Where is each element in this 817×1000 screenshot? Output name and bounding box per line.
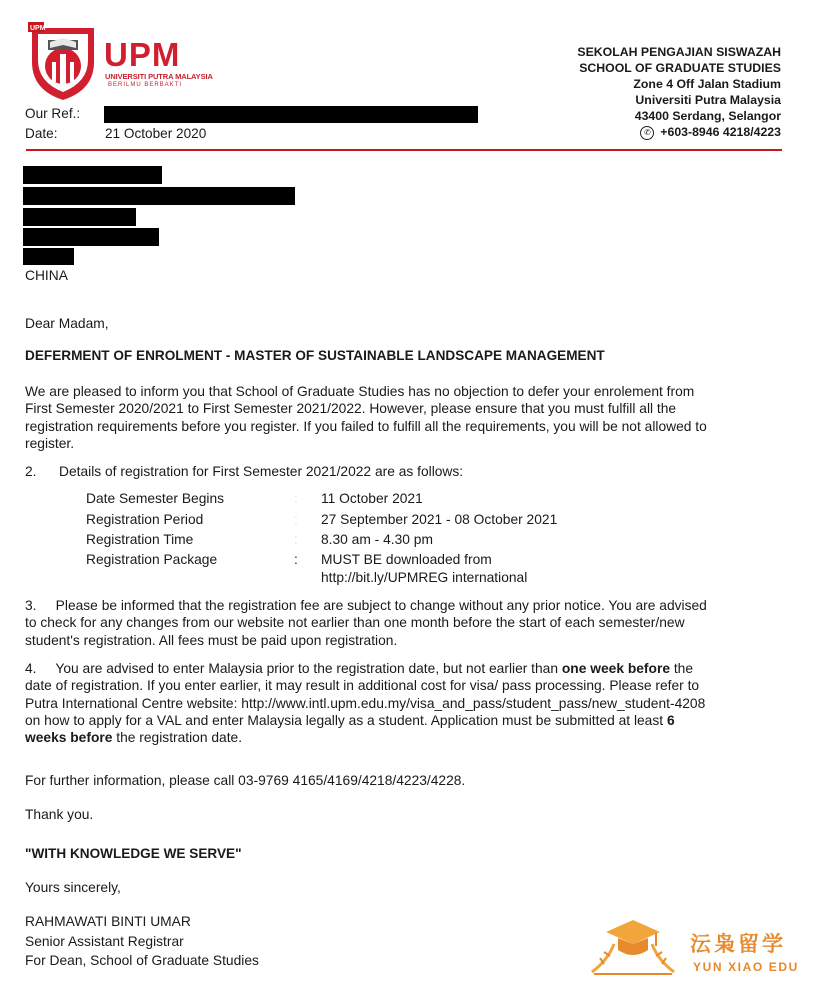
further-info: For further information, please call 03-9769 4165/4169/4218/4223/4228. [25, 773, 466, 788]
redacted-recipient-line [23, 187, 295, 205]
header-divider [26, 149, 782, 151]
detail-label: Date Semester Begins [86, 491, 225, 506]
detail-value: 11 October 2021 [321, 491, 423, 506]
detail-label: Registration Period [86, 512, 204, 527]
upm-crest-icon [24, 18, 102, 102]
upm-university-name: UNIVERSITI PUTRA MALAYSIA [105, 72, 213, 81]
paragraph-1: We are pleased to inform you that School of Graduate Studies has no objection to defer your enrolement from First Semester 2020/2021 to First Semester 2021/2022. However, please ensure that you must fulfill all the registration requirements before you register. If you failed to fulfill all the requirements, you will be not allowed to register. [25, 384, 707, 451]
address-line: SEKOLAH PENGAJIAN SISWAZAH [577, 45, 781, 59]
ref-label: Our Ref.: [25, 106, 81, 121]
address-line: SCHOOL OF GRADUATE STUDIES [579, 61, 781, 75]
date-value: 21 October 2020 [105, 126, 207, 141]
redacted-recipient-line [23, 208, 136, 226]
address-line: Zone 4 Off Jalan Stadium [633, 77, 781, 91]
paragraph-2-number: 2. [25, 464, 37, 479]
watermark-english: YUN XIAO EDU [693, 960, 799, 974]
thanks: Thank you. [25, 807, 94, 822]
detail-label: Registration Time [86, 532, 194, 547]
redacted-ref [104, 106, 478, 123]
slogan: "WITH KNOWLEDGE WE SERVE" [25, 846, 242, 861]
address-line: Universiti Putra Malaysia [635, 93, 781, 107]
redacted-recipient-line [23, 228, 159, 246]
paragraph-4: 4. You are advised to enter Malaysia prior to the registration date, but not earlier than one week before the date of registration. If you enter earlier, it may result in additional cost for visa/ pass processing. Please refer to Putra International Centre website: http://www.intl.upm.edu.my/visa_and_pass/student_pass/new_student-4208 on how to apply for a VAL and enter Malaysia legally as a student. Application must be submitted at least 6 weeks before the registration date. [25, 661, 706, 746]
recipient-country: CHINA [25, 268, 68, 283]
redacted-recipient-line [23, 248, 74, 265]
signatory-name: RAHMAWATI BINTI UMAR [25, 914, 191, 929]
phone-line [577, 124, 781, 140]
signatory-title: Senior Assistant Registrar [25, 934, 184, 949]
letter-subject: DEFERMENT OF ENROLMENT - MASTER OF SUSTAINABLE LANDSCAPE MANAGEMENT [25, 348, 605, 363]
closing: Yours sincerely, [25, 880, 121, 895]
registration-package-link: http://bit.ly/UPMREG international [321, 570, 528, 585]
upm-wordmark: UPM [104, 36, 181, 73]
watermark-chinese: 沄枭留学 [690, 932, 786, 956]
school-address [577, 44, 781, 140]
salutation: Dear Madam, [25, 316, 109, 331]
address-line: 43400 Serdang, Selangor [634, 109, 781, 123]
redacted-recipient-line [23, 166, 162, 184]
phone-icon: ✆ [640, 126, 654, 140]
detail-separator: : [294, 491, 298, 506]
paragraph-3: 3. Please be informed that the registration fee are subject to change without any prior notice. You are advised to check for any changes from our website not earlier than one month before the start of each semester/new student's registration. All fees must be paid upon registration. [25, 598, 707, 648]
detail-value: MUST BE downloaded from [321, 552, 492, 567]
paragraph-2-text: Details of registration for First Semester 2021/2022 are as follows: [59, 464, 464, 479]
signatory-dept: For Dean, School of Graduate Studies [25, 953, 259, 968]
detail-separator: : [294, 532, 298, 547]
detail-label: Registration Package [86, 552, 218, 567]
detail-value: 27 September 2021 - 08 October 2021 [321, 512, 558, 527]
detail-separator: : [294, 552, 298, 567]
svg-text:UPM: UPM [30, 25, 46, 32]
graduation-cap-icon [588, 914, 678, 976]
detail-separator: : [294, 512, 298, 527]
upm-motto: BERILMU BERBAKTI [108, 82, 183, 88]
phone-number: +603-8946 4218/4223 [660, 125, 781, 139]
date-label: Date: [25, 126, 58, 141]
detail-value: 8.30 am - 4.30 pm [321, 532, 433, 547]
